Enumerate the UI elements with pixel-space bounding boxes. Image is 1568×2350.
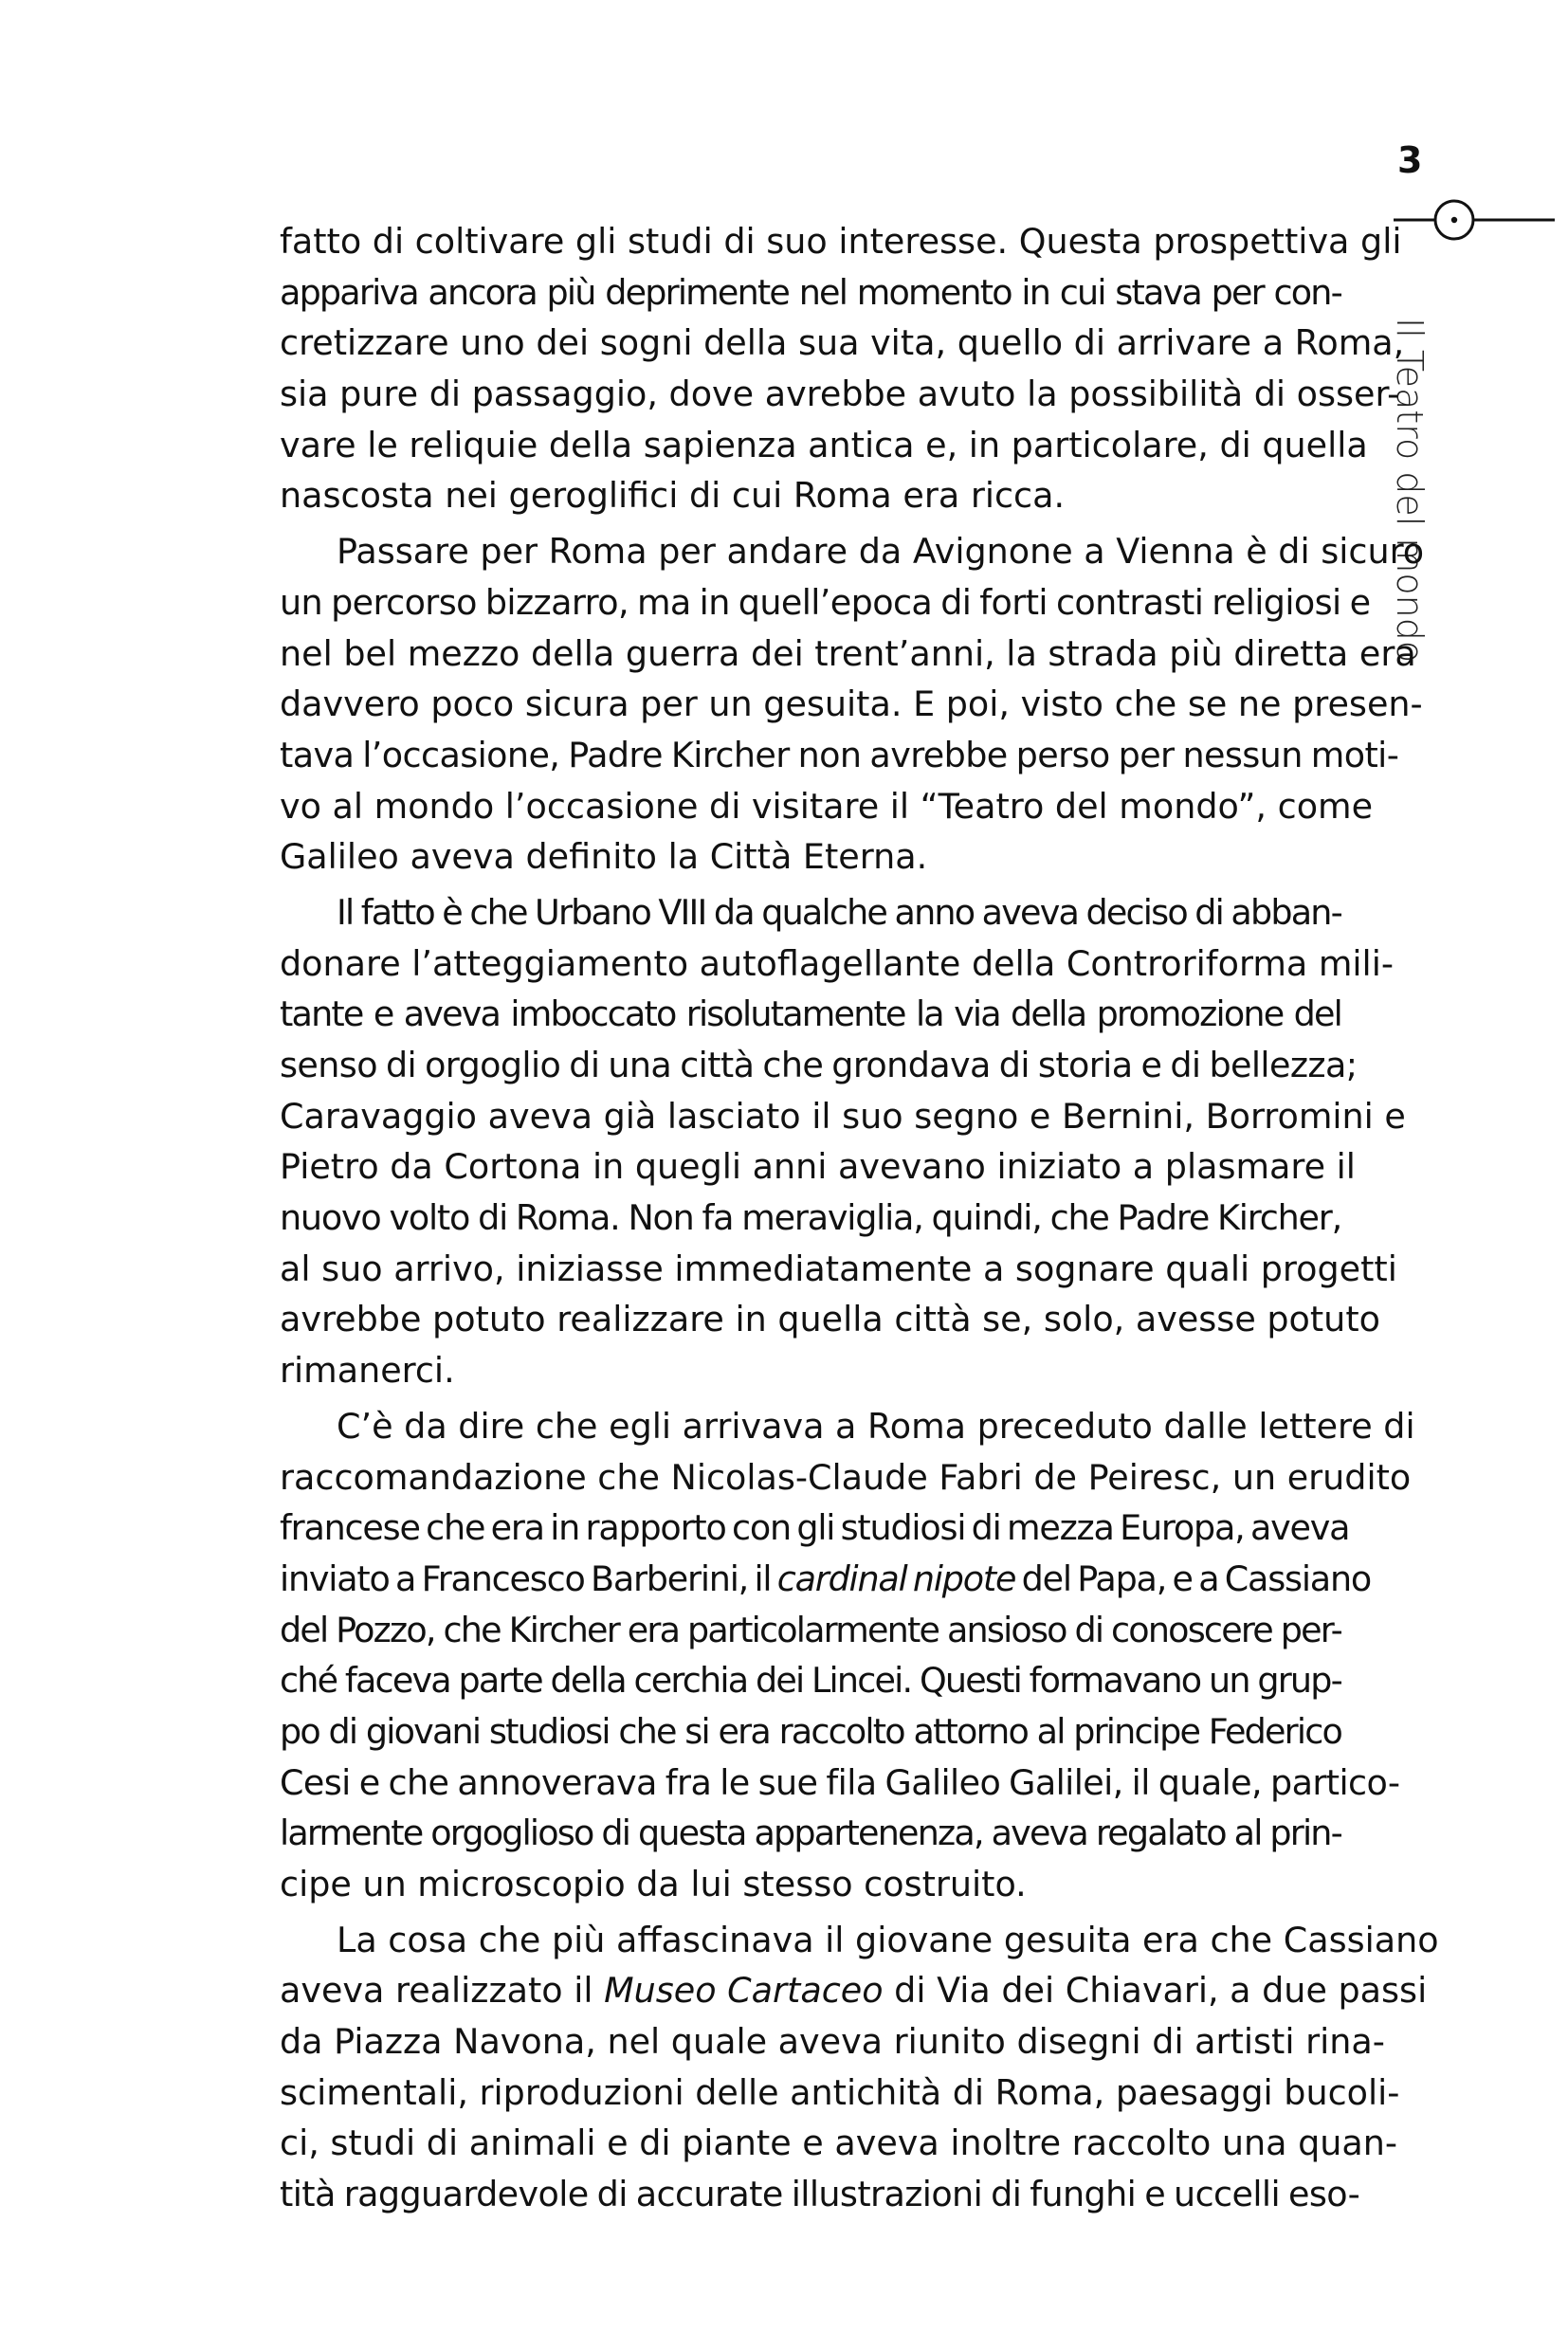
page-marker-ornament bbox=[1394, 197, 1555, 243]
text-line: francese che era in rapporto con gli studiosi di mezza Europa, aveva bbox=[280, 1507, 1350, 1549]
text-line: tava l’occasione, Padre Kircher non avrebbe perso per nessun moti- bbox=[280, 734, 1399, 775]
text-line: ci, studi di animali e di piante e aveva inoltre raccolto una quan- bbox=[280, 2122, 1398, 2164]
text-line: appariva ancora più deprimente nel momento in cui stava per con- bbox=[280, 271, 1341, 313]
text-line: larmente orgoglioso di questa appartenenza, aveva regalato al prin- bbox=[280, 1813, 1341, 1854]
text-line: senso di orgoglio di una città che grondava di storia e di bellezza; bbox=[280, 1045, 1358, 1085]
italic-term: Museo Cartaceo bbox=[604, 1970, 884, 2012]
page-number: 3 bbox=[1397, 139, 1423, 181]
paragraph bbox=[280, 887, 1406, 1396]
text-line: raccomandazione che Nicolas-Claude Fabri de Peiresc, un erudito bbox=[280, 1456, 1412, 1498]
paragraph bbox=[280, 216, 1405, 521]
text-line: avrebbe potuto realizzare in quella città se, solo, avesse potuto bbox=[280, 1299, 1380, 1340]
text-line: rimanerci. bbox=[280, 1350, 455, 1392]
paragraph bbox=[280, 1915, 1439, 2220]
text-line: C’è da dire che egli arrivava a Roma preceduto dalle lettere di bbox=[337, 1405, 1415, 1447]
text-line: nascosta nei geroglifici di cui Roma era ricca. bbox=[280, 475, 1066, 517]
text-line: cipe un microscopio da lui stesso costruito. bbox=[280, 1864, 1027, 1904]
text-line: inviato a Francesco Barberini, il cardinal nipote del Papa, e a Cassiano bbox=[280, 1558, 1372, 1599]
text-line: nel bel mezzo della guerra dei trent’anni, la strada più diretta era bbox=[280, 632, 1416, 674]
text-line: vare le reliquie della sapienza antica e, in particolare, di quella bbox=[280, 424, 1368, 465]
text-line: Galileo aveva definito la Città Eterna. bbox=[280, 836, 928, 878]
text-line: Pietro da Cortona in quegli anni avevano iniziato a plasmare il bbox=[280, 1146, 1356, 1188]
text-line: nuovo volto di Roma. Non fa meraviglia, quindi, che Padre Kircher, bbox=[280, 1197, 1341, 1239]
text-line: vo al mondo l’occasione di visitare il “Teatro del mondo”, come bbox=[280, 785, 1374, 827]
text-line: Il fatto è che Urbano VIII da qualche anno aveva deciso di abban- bbox=[337, 891, 1341, 933]
text-line: davvero poco sicura per un gesuita. E poi, visto che se ne presen- bbox=[280, 683, 1423, 725]
text-line: aveva realizzato il Museo Cartaceo di Via dei Chiavari, a due passi bbox=[280, 1970, 1428, 2012]
running-title: Il Teatro del mondo bbox=[1389, 318, 1431, 664]
text-line: po di giovani studiosi che si era raccolto attorno al principe Federico bbox=[280, 1710, 1341, 1752]
text-line: Cesi e che annoverava fra le sue fila Galileo Galilei, il quale, partico- bbox=[280, 1761, 1400, 1803]
text-line: La cosa che più affascinava il giovane gesuita era che Cassiano bbox=[337, 1919, 1439, 1960]
text-line: Caravaggio aveva già lasciato il suo segno e Bernini, Borromini e bbox=[280, 1095, 1406, 1137]
text-line: un percorso bizzarro, ma in quell’epoca di forti contrasti religiosi e bbox=[280, 581, 1371, 623]
paragraph bbox=[280, 526, 1425, 883]
body-text bbox=[280, 216, 1439, 2220]
text-line: Passare per Roma per andare da Avignone a Vienna è di sicuro bbox=[337, 531, 1425, 573]
text-line: tante e aveva imboccato risolutamente la via della promozione del bbox=[280, 993, 1341, 1035]
text-line: tità ragguardevole di accurate illustrazioni di funghi e uccelli eso- bbox=[280, 2174, 1360, 2215]
text-line: cretizzare uno dei sogni della sua vita, quello di arrivare a Roma, bbox=[280, 322, 1405, 364]
text-line: scimentali, riproduzioni delle antichità di Roma, paesaggi bucoli- bbox=[280, 2071, 1400, 2113]
text-line: da Piazza Navona, nel quale aveva riunito disegni di artisti rina- bbox=[280, 2021, 1385, 2063]
italic-term: cardinal nipote bbox=[776, 1558, 1016, 1599]
text-line: al suo arrivo, iniziasse immediatamente a sognare quali progetti bbox=[280, 1248, 1397, 1289]
text-line: donare l’atteggiamento autoflagellante della Controriforma mili- bbox=[280, 942, 1395, 984]
text-line: ché faceva parte della cerchia dei Lincei. Questi formavano un grup- bbox=[280, 1660, 1341, 1702]
text-line: fatto di coltivare gli studi di suo interesse. Questa prospettiva gli bbox=[280, 221, 1402, 262]
text-line: sia pure di passaggio, dove avrebbe avuto la possibilità di osser- bbox=[280, 373, 1400, 415]
paragraph bbox=[280, 1401, 1415, 1910]
text-line: del Pozzo, che Kircher era particolarmente ansioso di conoscere per- bbox=[280, 1609, 1341, 1650]
